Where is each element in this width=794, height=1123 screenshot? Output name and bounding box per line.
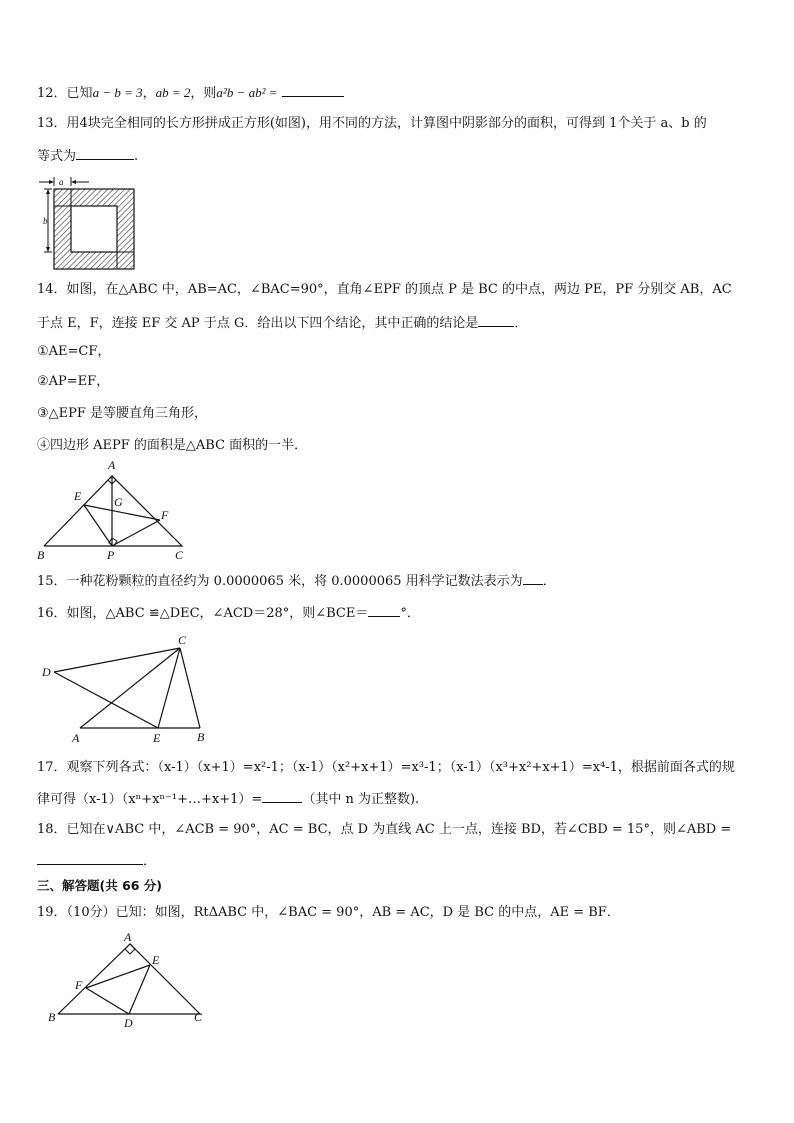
q14-conclusion-2: ②AP=EF， bbox=[37, 374, 110, 389]
q14-label-F: F bbox=[161, 508, 169, 522]
q13-label-b: b bbox=[43, 216, 48, 226]
q12-answer-blank[interactable] bbox=[282, 84, 344, 97]
q19-triangle-figure bbox=[44, 928, 214, 1028]
q19-label-C: C bbox=[194, 1010, 203, 1024]
q16-label-A: A bbox=[72, 731, 80, 745]
q15-answer-blank[interactable] bbox=[523, 572, 543, 585]
q14-conclusion-1: ①AE=CF， bbox=[37, 344, 111, 359]
q16-label-B: B bbox=[197, 730, 205, 744]
question-14-line-1: 14．如图，在△ABC 中，AB=AC，∠BAC=90°，直角∠EPF 的顶点 P 是 BC 的中点，两边 PE，PF 分别交 AB，AC bbox=[37, 282, 732, 297]
q19-label-D: D bbox=[124, 1016, 133, 1030]
q14-conclusion-3: ③△EPF 是等腰直角三角形， bbox=[37, 406, 208, 421]
question-18-line-1: 18．已知在∨ABC 中，∠ACB = 90°，AC = BC，点 D 为直线 AC 上一点，连接 BD，若∠CBD = 15°，则∠ABD = bbox=[37, 822, 732, 837]
q16-label-E: E bbox=[153, 731, 161, 745]
q14-label-B: B bbox=[37, 548, 45, 562]
question-13-line-1: 13．用4块完全相同的长方形拼成正方形(如图)，用不同的方法，计算图中阴影部分的面积，可得到 1个关于 a、b 的 bbox=[37, 116, 707, 131]
q12-condition-1: a − b = 3 bbox=[92, 85, 143, 100]
q19-label-A: A bbox=[124, 930, 132, 944]
q16-answer-blank[interactable] bbox=[368, 604, 400, 617]
q12-expression: a²b − ab² = bbox=[216, 85, 278, 100]
question-14-line-2: 于点 E，F，连接 EF 交 AP 于点 G．给出以下四个结论，其中正确的结论是 ． bbox=[37, 316, 528, 331]
q14-label-G: G bbox=[114, 495, 123, 509]
q14-triangle-figure bbox=[34, 458, 204, 568]
q13-label-a: a bbox=[59, 177, 64, 187]
q14-label-A: A bbox=[108, 458, 116, 472]
q16-label-C: C bbox=[178, 633, 187, 647]
q19-label-E: E bbox=[152, 953, 160, 967]
q16-triangle-figure bbox=[34, 630, 224, 750]
q16-label-D: D bbox=[42, 665, 51, 679]
q19-label-F: F bbox=[75, 978, 83, 992]
question-16: 16．如图，△ABC ≌△DEC，∠ACD＝28°，则∠BCE＝ °． bbox=[37, 606, 420, 621]
section-3-heading: 三、解答题(共 66 分) bbox=[37, 878, 163, 893]
q14-label-E: E bbox=[74, 489, 82, 503]
question-15: 15．一种花粉颗粒的直径约为 0.0000065 米，将 0.0000065 用科学记数法表示为 ． bbox=[37, 574, 556, 589]
q13-answer-blank[interactable] bbox=[76, 147, 134, 160]
question-17-line-1: 17．观察下列各式：（x-1）（x+1）=x²-1；（x-1）（x²+x+1）=x³-1；（x-1）（x³+x²+x+1）=x⁴-1，根据前面各式的规 bbox=[37, 760, 735, 775]
question-13-line-2: 等式为 . bbox=[37, 149, 139, 164]
q17-answer-blank[interactable] bbox=[262, 790, 302, 803]
q14-label-C: C bbox=[175, 548, 184, 562]
q13-square-figure bbox=[34, 172, 144, 272]
question-18-line-2: ． bbox=[37, 852, 156, 870]
q12-condition-2: ab = 2 bbox=[155, 85, 191, 100]
q14-label-P: P bbox=[107, 548, 115, 562]
q14-answer-blank[interactable] bbox=[478, 314, 514, 327]
q19-label-B: B bbox=[48, 1010, 56, 1024]
question-17-line-2: 律可得（x-1）（xⁿ+xⁿ⁻¹+…+x+1）= （其中 n 为正整数). bbox=[37, 792, 420, 807]
q18-answer-blank[interactable] bbox=[37, 852, 143, 865]
question-12: 12．已知a − b = 3，ab = 2，则a²b − ab² = bbox=[37, 84, 344, 102]
q14-conclusion-4: ④四边形 AEPF 的面积是△ABC 面积的一半． bbox=[37, 438, 308, 453]
q12-number: 12． bbox=[37, 86, 67, 101]
question-19: 19．（10分）已知：如图，RtΔABC 中，∠BAC = 90°，AB = AC，D 是 BC 的中点，AE = BF． bbox=[37, 905, 620, 920]
